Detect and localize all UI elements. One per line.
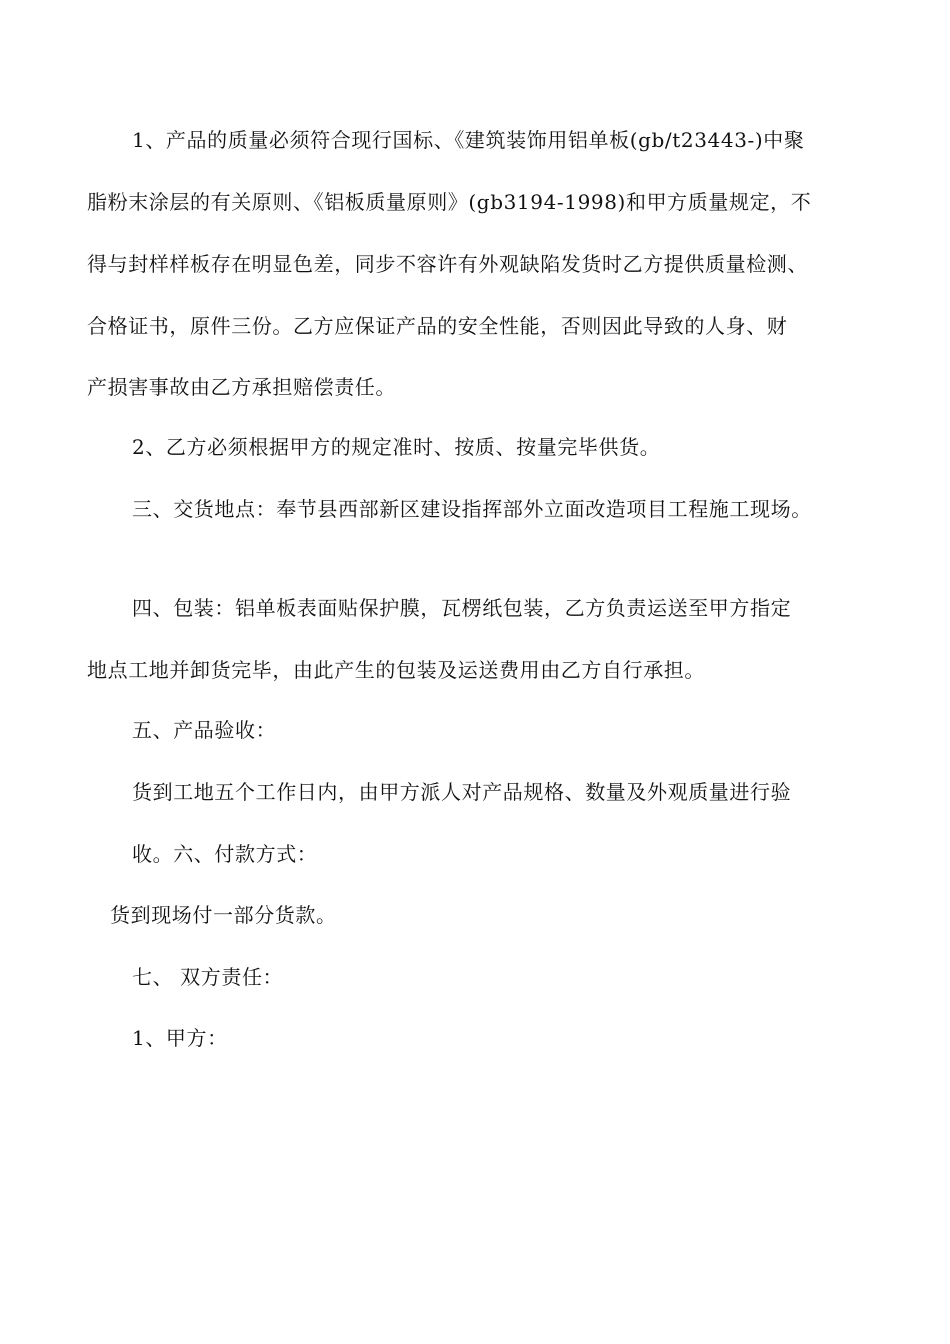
responsibilities-heading: 七、 双方责任： xyxy=(132,965,284,989)
quality-clause-line-5: 产损害事故由乙方承担赔偿责任。 xyxy=(87,375,396,399)
packaging-heading-line-2: 地点工地并卸货完毕，由此产生的包装及运送费用由乙方自行承担。 xyxy=(87,658,705,682)
delivery-location-heading: 三、交货地点：奉节县西部新区建设指挥部外立面改造项目工程施工现场。 xyxy=(132,497,812,521)
party-a-heading: 1、甲方： xyxy=(132,1026,228,1050)
supply-clause: 2、乙方必须根据甲方的规定准时、按质、按量完毕供货。 xyxy=(132,435,661,459)
payment-text: 货到现场付一部分货款。 xyxy=(110,903,337,927)
quality-clause-line-2: 脂粉末涂层的有关原则、《铝板质量原则》(gb3194-1998)和甲方质量规定，不 xyxy=(87,190,812,214)
acceptance-heading: 五、产品验收： xyxy=(132,718,277,742)
quality-clause-line-4: 合格证书，原件三份。乙方应保证产品的安全性能，否则因此导致的人身、财 xyxy=(87,314,788,338)
quality-clause-line-3: 得与封样样板存在明显色差，同步不容许有外观缺陷发货时乙方提供质量检测、 xyxy=(87,252,808,276)
packaging-heading-line-1: 四、包装：铝单板表面贴保护膜，瓦楞纸包装，乙方负责运送至甲方指定 xyxy=(132,596,792,620)
acceptance-text-line-2: 收。六、付款方式： xyxy=(132,842,318,866)
acceptance-text-line-1: 货到工地五个工作日内，由甲方派人对产品规格、数量及外观质量进行验 xyxy=(132,780,792,804)
quality-clause-line-1: 1、产品的质量必须符合现行国标、《建筑装饰用铝单板(gb/t23443-)中聚 xyxy=(132,128,805,152)
